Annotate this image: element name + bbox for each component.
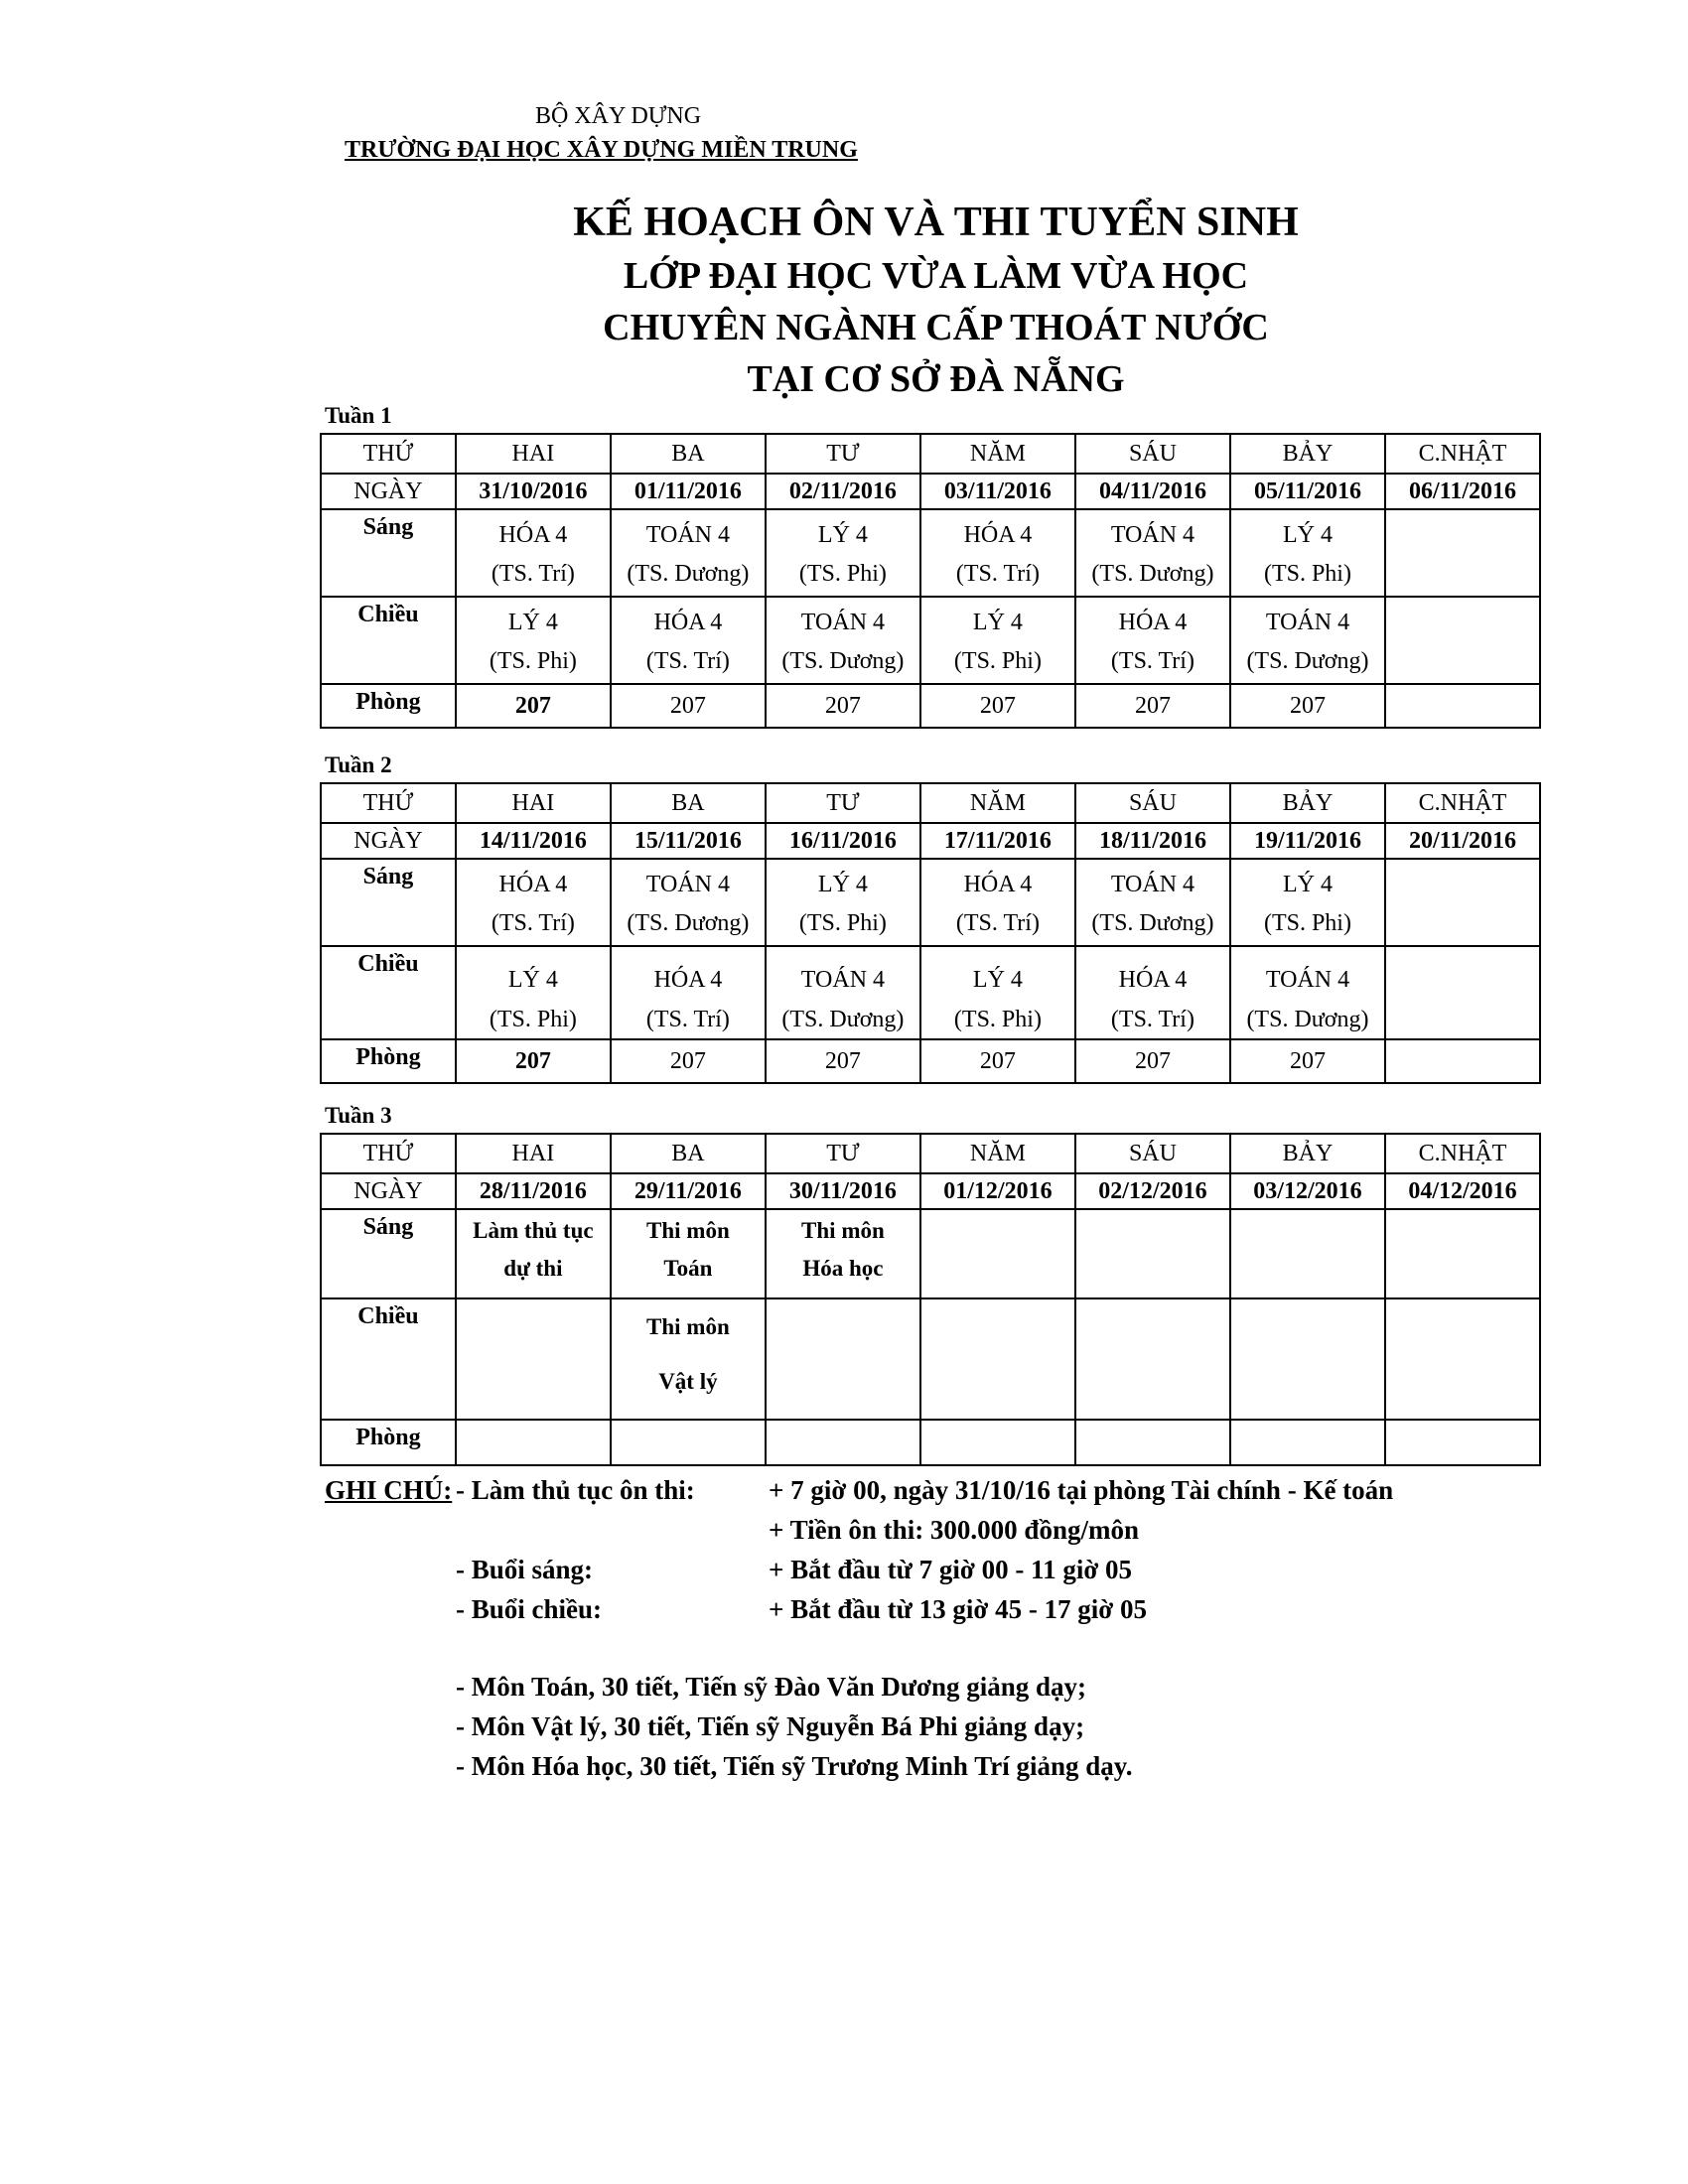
cell-subject: TOÁN 4 <box>645 871 731 897</box>
afternoon-row <box>321 1298 1540 1420</box>
afternoon-cell <box>611 946 766 1039</box>
morning-cell <box>766 509 920 597</box>
cell-detail: (TS. Trí) <box>491 560 575 587</box>
row-label-day: THỨ <box>321 1134 456 1173</box>
day-header: C.NHẬT <box>1385 1134 1540 1173</box>
date-cell: 01/11/2016 <box>611 474 766 509</box>
morning-cell <box>456 1209 611 1298</box>
row-label-afternoon: Chiều <box>321 946 456 1039</box>
room-cell <box>1385 684 1540 728</box>
date-row <box>321 1173 1540 1209</box>
cell-detail: (TS. Trí) <box>1110 1007 1195 1032</box>
room-cell: 207 <box>1075 1039 1230 1083</box>
room-cell <box>1075 1420 1230 1465</box>
date-cell: 19/11/2016 <box>1230 823 1385 859</box>
date-cell: 06/11/2016 <box>1385 474 1540 509</box>
row-label-room: Phòng <box>321 1420 456 1465</box>
date-cell: 02/12/2016 <box>1075 1173 1230 1209</box>
room-cell: 207 <box>766 684 920 728</box>
cell-detail: (TS. Phi) <box>489 647 577 674</box>
date-cell: 15/11/2016 <box>611 823 766 859</box>
row-label-morning: Sáng <box>321 1209 456 1298</box>
cell-detail: (TS. Trí) <box>955 560 1040 587</box>
cell-detail: (TS. Phi) <box>1263 909 1351 936</box>
date-row <box>321 823 1540 859</box>
day-header: C.NHẬT <box>1385 783 1540 823</box>
cell-detail: Vật lý <box>658 1369 718 1394</box>
afternoon-cell <box>766 946 920 1039</box>
notes-label: GHI CHÚ: <box>325 1475 453 1505</box>
morning-cell <box>1385 509 1540 597</box>
day-header: BẢY <box>1230 1134 1385 1173</box>
date-row <box>321 474 1540 509</box>
cell-detail: (TS. Dương) <box>1246 647 1369 674</box>
morning-cell <box>611 859 766 946</box>
cell-subject: TOÁN 4 <box>1265 967 1350 993</box>
day-header: BA <box>611 1134 766 1173</box>
cell-subject: LÝ 4 <box>507 609 558 635</box>
cell-detail: (TS. Trí) <box>1110 647 1195 674</box>
title-line-4: TẠI CƠ SỞ ĐÀ NẴNG <box>747 358 1125 400</box>
row-label-day: THỨ <box>321 434 456 474</box>
afternoon-cell <box>920 1298 1075 1420</box>
row-label-room: Phòng <box>321 1039 456 1083</box>
cell-detail: (TS. Phi) <box>798 909 887 936</box>
cell-detail: (TS. Dương) <box>1091 560 1214 587</box>
row-label-morning: Sáng <box>321 509 456 597</box>
cell-detail: (TS. Phi) <box>1263 560 1351 587</box>
cell-subject: LÝ 4 <box>1282 521 1333 548</box>
date-cell: 18/11/2016 <box>1075 823 1230 859</box>
date-cell: 30/11/2016 <box>766 1173 920 1209</box>
row-label-date: NGÀY <box>321 474 456 509</box>
cell-subject: TOÁN 4 <box>800 967 886 993</box>
title-line-3: CHUYÊN NGÀNH CẤP THOÁT NƯỚC <box>603 307 1269 348</box>
room-cell <box>1230 1420 1385 1465</box>
morning-cell <box>1385 859 1540 946</box>
cell-detail: (TS. Dương) <box>1246 1007 1369 1032</box>
date-cell: 01/12/2016 <box>920 1173 1075 1209</box>
room-cell: 207 <box>766 1039 920 1083</box>
day-header: BẢY <box>1230 434 1385 474</box>
document-header <box>345 99 858 167</box>
cell-subject: LÝ 4 <box>817 521 868 548</box>
date-cell: 04/11/2016 <box>1075 474 1230 509</box>
afternoon-cell <box>766 1298 920 1420</box>
morning-cell <box>1075 509 1230 597</box>
room-cell <box>1385 1420 1540 1465</box>
room-cell: 207 <box>1230 1039 1385 1083</box>
morning-cell <box>611 1209 766 1298</box>
day-header: HAI <box>456 783 611 823</box>
cell-subject: HÓA 4 <box>498 521 568 548</box>
cell-detail: (TS. Trí) <box>955 909 1040 936</box>
cell-detail: (TS. Dương) <box>627 909 750 936</box>
cell-subject: Thi môn <box>646 1218 730 1243</box>
day-header: TƯ <box>766 434 920 474</box>
cell-detail: (TS. Dương) <box>627 560 750 587</box>
cell-subject: HÓA 4 <box>1118 967 1188 993</box>
cell-subject: HÓA 4 <box>963 871 1033 897</box>
morning-session-label: - Buổi sáng: <box>456 1555 594 1584</box>
day-header: HAI <box>456 1134 611 1173</box>
cell-subject: TOÁN 4 <box>645 521 731 548</box>
cell-subject: TOÁN 4 <box>800 609 886 635</box>
morning-cell <box>611 509 766 597</box>
afternoon-cell <box>611 1298 766 1420</box>
day-header: TƯ <box>766 1134 920 1173</box>
cell-subject: TOÁN 4 <box>1110 871 1196 897</box>
morning-cell <box>1230 859 1385 946</box>
room-cell: 207 <box>920 1039 1075 1083</box>
date-cell: 28/11/2016 <box>456 1173 611 1209</box>
cell-subject: TOÁN 4 <box>1265 609 1350 635</box>
room-row <box>321 1420 1540 1465</box>
notes-section <box>325 1470 1393 1786</box>
afternoon-cell <box>456 597 611 684</box>
cell-detail: (TS. Trí) <box>491 909 575 936</box>
day-header: SÁU <box>1075 783 1230 823</box>
room-cell <box>611 1420 766 1465</box>
morning-cell <box>766 1209 920 1298</box>
afternoon-cell <box>1230 597 1385 684</box>
cell-subject: Thi môn <box>646 1314 730 1339</box>
cell-subject: LÝ 4 <box>507 967 558 993</box>
date-cell: 16/11/2016 <box>766 823 920 859</box>
week-label: Tuần 3 <box>325 1103 392 1128</box>
title-line-2: LỚP ĐẠI HỌC VỪA LÀM VỪA HỌC <box>623 255 1249 297</box>
afternoon-cell <box>1075 946 1230 1039</box>
cell-subject: LÝ 4 <box>972 609 1023 635</box>
afternoon-cell <box>1385 597 1540 684</box>
afternoon-cell <box>1230 1298 1385 1420</box>
cell-detail: (TS. Phi) <box>953 647 1042 674</box>
day-header: SÁU <box>1075 1134 1230 1173</box>
document-title <box>318 195 1554 405</box>
day-header-row <box>321 1134 1540 1173</box>
room-cell <box>456 1420 611 1465</box>
afternoon-cell <box>920 597 1075 684</box>
day-header: NĂM <box>920 1134 1075 1173</box>
morning-cell <box>1385 1209 1540 1298</box>
cell-detail: (TS. Dương) <box>781 647 905 674</box>
cell-detail: (TS. Trí) <box>645 1007 730 1032</box>
day-header: C.NHẬT <box>1385 434 1540 474</box>
date-cell: 03/12/2016 <box>1230 1173 1385 1209</box>
row-label-room: Phòng <box>321 684 456 728</box>
morning-row <box>321 1209 1540 1298</box>
day-header: NĂM <box>920 434 1075 474</box>
afternoon-cell <box>1385 1298 1540 1420</box>
cell-detail: (TS. Dương) <box>1091 909 1214 936</box>
day-header-row <box>321 434 1540 474</box>
cell-subject: HÓA 4 <box>963 521 1033 548</box>
room-row <box>321 1039 1540 1083</box>
afternoon-cell <box>611 597 766 684</box>
afternoon-session-label: - Buổi chiều: <box>456 1594 603 1624</box>
row-label-day: THỨ <box>321 783 456 823</box>
day-header: BA <box>611 783 766 823</box>
afternoon-cell <box>1385 946 1540 1039</box>
morning-cell <box>1230 1209 1385 1298</box>
date-cell: 05/11/2016 <box>1230 474 1385 509</box>
room-cell: 207 <box>456 684 611 728</box>
morning-cell <box>456 859 611 946</box>
cell-subject: HÓA 4 <box>498 871 568 897</box>
cell-detail: (TS. Phi) <box>489 1007 577 1032</box>
afternoon-cell <box>456 946 611 1039</box>
date-cell: 31/10/2016 <box>456 474 611 509</box>
day-header: SÁU <box>1075 434 1230 474</box>
row-label-date: NGÀY <box>321 1173 456 1209</box>
day-header: TƯ <box>766 783 920 823</box>
teacher-note-chemistry: - Môn Hóa học, 30 tiết, Tiến sỹ Trương Minh Trí giảng dạy. <box>456 1751 1133 1781</box>
afternoon-cell <box>1075 597 1230 684</box>
afternoon-session-time: + Bắt đầu từ 13 giờ 45 - 17 giờ 05 <box>769 1594 1148 1624</box>
schedule-table-week-1 <box>320 433 1541 729</box>
week-label: Tuần 2 <box>325 752 392 777</box>
teacher-note-math: - Môn Toán, 30 tiết, Tiến sỹ Đào Văn Dương giảng dạy; <box>456 1672 1087 1702</box>
cell-subject: HÓA 4 <box>653 967 723 993</box>
registration-detail-2: + Tiền ôn thi: 300.000 đồng/môn <box>769 1515 1139 1545</box>
afternoon-row <box>321 597 1540 684</box>
morning-cell <box>920 859 1075 946</box>
row-label-date: NGÀY <box>321 823 456 859</box>
morning-cell <box>766 859 920 946</box>
date-cell: 02/11/2016 <box>766 474 920 509</box>
cell-detail: Toán <box>663 1256 713 1281</box>
cell-subject: Thi môn <box>801 1218 885 1243</box>
room-row <box>321 684 1540 728</box>
afternoon-row <box>321 946 1540 1039</box>
room-cell: 207 <box>1075 684 1230 728</box>
room-cell <box>1385 1039 1540 1083</box>
morning-cell <box>1075 1209 1230 1298</box>
cell-subject: LÝ 4 <box>972 967 1023 993</box>
registration-label: - Làm thủ tục ôn thi: <box>456 1475 695 1505</box>
cell-detail: Hóa học <box>802 1256 884 1281</box>
cell-detail: (TS. Phi) <box>953 1007 1042 1032</box>
row-label-afternoon: Chiều <box>321 597 456 684</box>
cell-detail: (TS. Trí) <box>645 647 730 674</box>
room-cell: 207 <box>920 684 1075 728</box>
day-header-row <box>321 783 1540 823</box>
morning-cell <box>456 509 611 597</box>
cell-subject: HÓA 4 <box>1118 609 1188 635</box>
ministry-name: BỘ XÂY DỰNG <box>535 103 702 129</box>
cell-subject: LÝ 4 <box>1282 871 1333 897</box>
room-cell: 207 <box>456 1039 611 1083</box>
cell-detail: (TS. Phi) <box>798 560 887 587</box>
cell-subject: LÝ 4 <box>817 871 868 897</box>
cell-detail: dự thi <box>503 1256 563 1281</box>
morning-cell <box>1075 859 1230 946</box>
row-label-afternoon: Chiều <box>321 1298 456 1420</box>
room-cell: 207 <box>611 1039 766 1083</box>
date-cell: 20/11/2016 <box>1385 823 1540 859</box>
morning-session-time: + Bắt đầu từ 7 giờ 00 - 11 giờ 05 <box>769 1555 1133 1584</box>
room-cell <box>766 1420 920 1465</box>
afternoon-cell <box>920 946 1075 1039</box>
morning-cell <box>1230 509 1385 597</box>
room-cell: 207 <box>611 684 766 728</box>
date-cell: 17/11/2016 <box>920 823 1075 859</box>
morning-row <box>321 509 1540 597</box>
morning-cell <box>920 1209 1075 1298</box>
date-cell: 03/11/2016 <box>920 474 1075 509</box>
afternoon-cell <box>766 597 920 684</box>
day-header: BẢY <box>1230 783 1385 823</box>
afternoon-cell <box>1075 1298 1230 1420</box>
afternoon-cell <box>456 1298 611 1420</box>
morning-cell <box>920 509 1075 597</box>
cell-subject: HÓA 4 <box>653 609 723 635</box>
schedule-table-week-3 <box>320 1133 1541 1466</box>
date-cell: 29/11/2016 <box>611 1173 766 1209</box>
schedule-table-week-2 <box>320 782 1541 1084</box>
date-cell: 14/11/2016 <box>456 823 611 859</box>
room-cell <box>920 1420 1075 1465</box>
date-cell: 04/12/2016 <box>1385 1173 1540 1209</box>
morning-row <box>321 859 1540 946</box>
cell-subject: Làm thủ tục <box>473 1218 594 1243</box>
cell-detail: (TS. Dương) <box>781 1007 905 1032</box>
cell-subject: TOÁN 4 <box>1110 521 1196 548</box>
room-cell: 207 <box>1230 684 1385 728</box>
day-header: NĂM <box>920 783 1075 823</box>
registration-detail-1: + 7 giờ 00, ngày 31/10/16 tại phòng Tài chính - Kế toán <box>769 1475 1394 1505</box>
day-header: HAI <box>456 434 611 474</box>
title-line-1: KẾ HOẠCH ÔN VÀ THI TUYỂN SINH <box>573 200 1299 245</box>
week-label: Tuần 1 <box>325 403 392 428</box>
teacher-note-physics: - Môn Vật lý, 30 tiết, Tiến sỹ Nguyễn Bá Phi giảng dạy; <box>456 1711 1085 1741</box>
row-label-morning: Sáng <box>321 859 456 946</box>
afternoon-cell <box>1230 946 1385 1039</box>
school-name: TRƯỜNG ĐẠI HỌC XÂY DỰNG MIỀN TRUNG <box>345 137 858 163</box>
day-header: BA <box>611 434 766 474</box>
